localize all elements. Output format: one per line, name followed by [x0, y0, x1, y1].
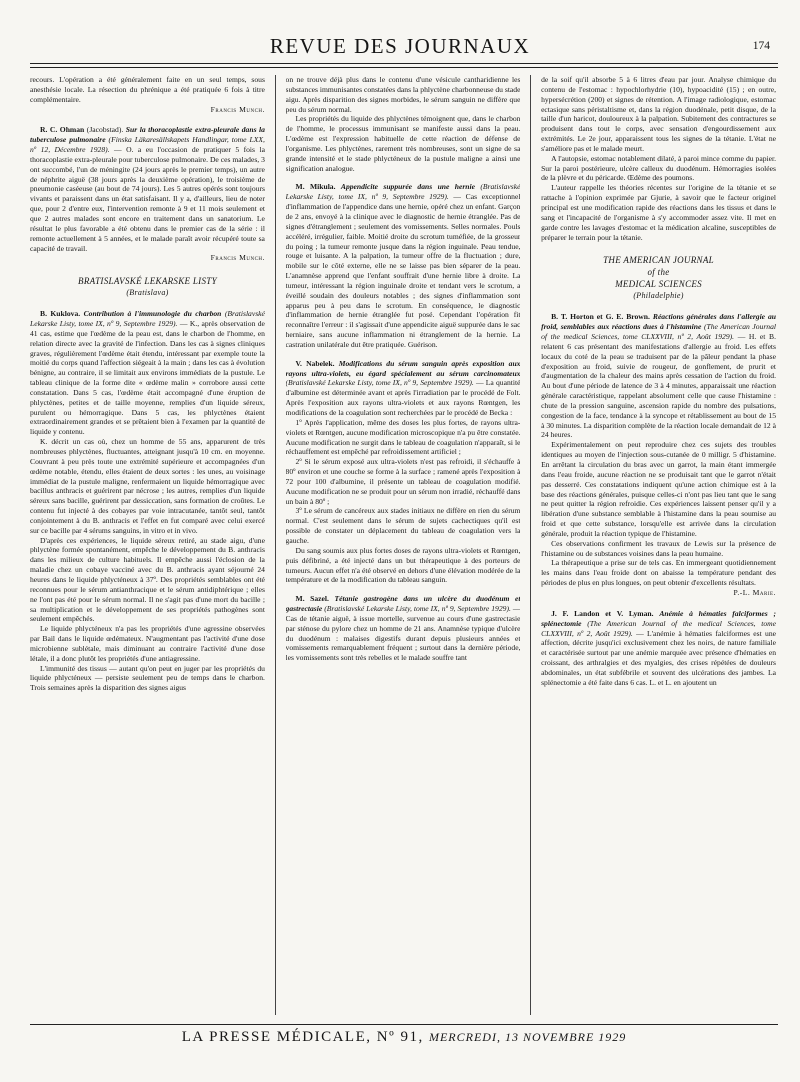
article-source: (The American Journal of the medical Sciences, tome CLXXVIII, nº 2, Août 1929).: [541, 322, 776, 342]
article-source: (Bratislavské Lekarske Listy, tome IX, nº 9, Septembre 1929).: [322, 604, 511, 614]
article-source: (Bratislavské Lekarske Listy, tome IX, nº 9, Septembre 1929).: [30, 309, 265, 329]
article-body: — Cas de tétanie aiguë, à issue mortelle, survenue au cours d'une gastrectasie par sténose du pylore chez un homme de 21 ans. Anamnèse typique d'ulcère du duodénum : malaises digestifs durant depuis plusieurs années et vomissements remarquablement fréquent ; surtout dans la dernière période, les vomissements sont très rebelles et le malade souffre tant: [285, 604, 521, 663]
journal-name: THE AMERICAN JOURNAL: [603, 255, 714, 266]
header-rule: [30, 63, 778, 64]
signature: Francis Munch.: [210, 104, 265, 114]
article-author: M. Mikula.: [295, 182, 336, 192]
article-title: Modifications du sérum sanguin après exposition aux rayons ultra-violets, eu égard spécialement au sérum carcinomateux: [285, 358, 521, 378]
article-body: — H. et B. relatent 6 cas présentant des manifestations d'allergie au froid. Les effets locaux du coté de la peau se traduisent par de la pâleur pendant la phase d'exposition au froid, suivie de rougeur, de gonflement, de prurit et d'augmentation de la chaleur des mains après cessation de l'action du froid. Au bout d'une période de latence de 3 à 4 minutes, apparaissait une réaction générale caractéristique, rappelant absolument celle que cause l'histamine : chute de la pression sanguine, ascension rapide du nombre des pulsations, congestion de la face, tendance à la syncope et rétablissement au bout de 15 à 30 minutes. La disparition complète de la réaction locale demandait de 12 à 24 heures.: [541, 332, 776, 440]
article-horton-brown: [541, 312, 776, 440]
paragraph: L'immunité des tissus — autant qu'on peut en juger par les propriétés du liquide phlycténeux — persiste seulement peu de temps dans le charbon. Trois semaines après la disparition des signes aigus: [30, 663, 265, 693]
article-title: Sur la thoracoplastie extra-pleurale dans la tuberculose pulmonaire: [30, 125, 265, 145]
article-landon-lyman: [541, 609, 776, 688]
footer-date: MERCREDI, 13 NOVEMBRE 1929: [428, 1030, 627, 1044]
article-author: R. C. Ohman: [40, 125, 85, 135]
list-item: 2º Si le sérum exposé aux ultra-violets n'est pas refroidi, il s'échauffe à 80º environ et une couche se forme à la surface ; ramené après l'exposition à 72 pour 100 d'albumine, il présente un tableau de coagulation modifié. Aucune modification ne se produit pour un sérum non irradié, réchauffé dans un bain à 80º ;: [285, 457, 521, 506]
article-title: Tétanie gastrogène dans un ulcère du duodénum et gastrectasie: [285, 594, 521, 614]
paragraph: A l'autopsie, estomac notablement dilaté, à paroi mince comme du papier. Sur la paroi postérieure, ulcère calleux du duodénum. Hémorragies isolées de la plèvre et du péricarde. Œdème des poumons.: [541, 153, 776, 183]
article-title: Anémie à hématies falciformes ; splénectomie: [541, 608, 776, 628]
header-rule-thin: [30, 67, 778, 68]
article-mikula: [286, 182, 521, 349]
list-item: 1º Après l'application, même des doses les plus fortes, de rayons ultra-violets et Rœntgen, aucune modification microscopique n'a pu être constatée. Aucune modification ne surgit dans le tableau de coagulation n'apparaît, si le réchauffement est empêché par refroidissement artificiel ;: [285, 417, 521, 457]
signature: Francis Munch.: [210, 253, 265, 263]
article-author: V. Nabelek.: [295, 358, 335, 368]
article-author: J. F. Landon et V. Lyman.: [551, 608, 654, 618]
article-body: — La quantité d'albumine est déterminée avant et après l'irradiation par le procédé de Folt. Après l'exposition aux rayons ultra-violets et aux rayons Rœntgen, les modifications de la coagulation sont recherchées par le procédé de Becka :: [285, 378, 521, 417]
paragraph: Ces observations confirment les travaux de Lewis sur la présence de l'histamine ou de substances voisines dans la peau humaine.: [541, 538, 776, 558]
article-author: B. T. Horton et G. E. Brown.: [551, 312, 650, 322]
article-source: (Bratislavské Lekarske Listy, tome IX, nº 9, Septembre 1929).: [285, 378, 474, 388]
article-ohman: [30, 125, 265, 253]
paragraph: Du sang soumis aux plus fortes doses de rayons ultra-violets et Rœntgen, puis défibriné, a été injecté dans un but thérapeutique à des porteurs de tumeurs. Aucun effet n'a été observé en dehors d'une élévation modérée de la température et de la modification du tableau sanguin.: [285, 545, 521, 585]
article-title: Réactions générales dans l'allergie au froid, semblables aux réactions dues à l'histamine: [541, 312, 776, 332]
article-author: M. Sazel.: [295, 594, 329, 604]
paragraph: Expérimentalement on peut reproduire chez ces sujets des troubles identiques au moyen de l'injection sous-cutanée de 0 milligr. 5 d'histamine. En arrêtant la circulation du bras avec un garrot, la main étant immergée dans l'eau froide, aucune réaction ne se produisait tant que le garrot n'était pas desserré. Ces constatations indiquent qu'une action chimique est à la base des réactions générales, puisque celles-ci n'ont pas lieu tant que le sang ne peut quitter la région refroidie. Ces expériences laissent penser qu'il y a libération d'une substance semblable à l'histamine dans la peau soumise au froid et que cette substance, lorsqu'elle est arrivée dans la circulation générale, produit la réaction typique de l'histamine.: [541, 440, 776, 538]
paragraph: D'après ces expériences, le liquide séreux retiré, au stade aigu, d'une phlyctène formée spontanément, empêche le développement du B. anthracis dans les milieux de culture habituels. Il empêche aussi l'éclosion de la maladie chez un cobaye vacciné avec du B. anthracis ayant séjourné 24 heures dans le liquide phlycténeux à 37º. Des propriétés semblables ont été reconnues pour le sérum antianthracique et le sérum antidiphtérique ; elles ne l'ont pas été pour le sérum normal. Il ne s'agit pas d'une mort du bacille ; sa multiplication et le développement de ses propriétés pathogènes sont seulement empêchés.: [30, 535, 265, 624]
article-kuklova: [30, 309, 265, 437]
journal-heading: [30, 275, 265, 299]
article-body: — K., après observation de 41 cas, estime que l'œdème de la peau est, dans le charbon de l'homme, en relation directe avec la gravité de l'infection. Dans les cas à signes cliniques graves, régulièrement l'œdème était étendu, intéressant par exemple toute la moitié du corps quand l'affection siégeait à la main ; dans les cas à évolution bénigne, au contraire, il se limitait aux environs immédiats de la pustule. Le tableau clinique de la forme dite « œdème malin » corrobore aussi cette constatation. Dans 5 cas, l'œdème était accompagné d'une éruption de phlyctènes, petites et de taille moyenne, remplies d'un liquide séreux, purulent ou hémorragique. Dans 5 cas, les phlyctènes étaient extraordinairement grandes et se prêtaient bien à l'examen par la quantité de liquide y contenu.: [30, 319, 265, 437]
paragraph: Les propriétés du liquide des phlyctènes témoignent que, dans le charbon de l'homme, le processus immunisant se manifeste aussi dans la peau. L'œdème est l'expression habituelle de cette réaction de défense de l'organisme. Les phlyctènes, rarement très nombreuses, sont un signe de sa grande intensité et le stade phlycténeux de la pustule maligne a ainsi une signification analogue.: [285, 114, 521, 173]
article-body: — L'anémie à hématies falciformes est une affection, décrite jusqu'ici exclusivement chez les noirs, de nature familiale et caractérisée surtout par une anémie marquée avec présence d'hématies en croissant, des arthralgies et des myalgies, des crises répétées de douleurs abdominales, un état subfébrile et souvent des ulcérations des jambes. La splénectomie a été faite dans 6 cas. L. et L. en ajoutent un: [541, 628, 776, 687]
article-body: — Cas exceptionnel d'inflammation de l'appendice dans une hernie, opéré chez un enfant. Garçon de 2 ans, envoyé à la clinique avec le diagnostic de hernie étranglée. Pas de signes d'étranglement ; seulement des vomissements. Selles normales. Pouls accéléré, irrégulier, faible. Moitié droite du scrotum tuméfiée, de la grosseur du poing ; la tumeur remonte jusque dans la région inguinale. Peau tendue, rouge et luisante. A la palpation, la tumeur offre de la fluctuation ; dure, mobile sur le côté externe, elle ne se laisse pas bien séparer de la peau. L'anamnèse apprend que l'enfant souffrait d'une hernie libre à droite. La tumeur, intéressant la région inguinale droite et tendant vers le scrotum, a éveillé soudain des douleurs notables ; des signes d'inflammation sont apparus peu à peu dans le scrotum. En conséquence, le diagnostic d'inflammation de hernie étranglée fut posé. Cependant l'opération fit reconnaître l'erreur : il s'agissait d'une appendicite aiguë suppurée dans le sac herniaire, sans aucune inflammation ni étranglement de la hernie. La castration unilatérale dut être pratiquée. Guérison.: [285, 192, 521, 349]
journal-name: MEDICAL SCIENCES: [615, 279, 702, 290]
article-source: (Bratislavské Lekarske Listy, tome IX, nº 9, Septembre 1929).: [285, 182, 521, 202]
paragraph: on ne trouve déjà plus dans le contenu d'une vésicule cantharidienne les substances immunisantes constatées dans la phlyctène charbonneuse du stade aigu. Après disparition des signes morbides, le sérum sanguin ne diffère que peu du sérum normal.: [285, 75, 521, 114]
journal-city: (Bratislava): [126, 288, 169, 298]
page-number: 174: [752, 40, 770, 52]
running-title: REVUE DES JOURNAUX: [269, 34, 531, 58]
article-source: (Finska Läkaresällskapets Handlingar, tome LXX, nº 12, Décembre 1928).: [30, 135, 265, 155]
journal-name: BRATISLAVSKÉ LEKARSKE LISTY: [78, 276, 217, 287]
author-affiliation: (Jacobstad).: [84, 125, 126, 135]
paragraph: La thérapeutique a prise sur de tels cas. En immergeant quotidiennement les mains dans l'eau froide dont on abaisse la température pendant des périodes de plus en plus longues, on peut obtenir d'excellents résultats.: [541, 558, 776, 588]
signature: P.-L. Marie.: [733, 587, 776, 597]
article-body: — O. a eu l'occasion de pratiquer 5 fois la thoracoplastie extra-pleurale pour tuberculose pulmonaire. De ces malades, 3 ont succombé, l'un de méningite (24 jours après le premier temps), un autre de néphrite aiguë (38 jours après la deuxième opération), le troisième de pneumonie caséeuse (au bout de 74 jours). Les 5 autres opérés sont toujours vivants et paraissent dans un état satisfaisant. Il y a, d'ailleurs, lieu de noter que, pour 2 d'entre eux, l'intervention remonte à 9 et 11 mois seulement et que 2 autres malades sont encore en traitement dans un sanatorium. Le résultat le plus favorable a été obtenu dans le premier cas de la série : il remonte actuellement à 5 années, et le malade paraît avoir récupéré toute sa capacité de travail.: [30, 145, 265, 253]
column-divider: [275, 75, 276, 1015]
column-3: [541, 75, 776, 1015]
paragraph: recours. L'opération a été généralement faite en un seul temps, sous anesthésie locale. La résection du phrénique a été pratiquée 6 fois à titre complémentaire.: [30, 75, 265, 104]
paragraph: K. décrit un cas où, chez un homme de 55 ans, apparurent de très nombreuses phlyctènes, fluctuantes, atteignant jusqu'à 10 cm. en moyenne. Couvrant à peu près toute une extrémité supérieure et accompagnées d'un œdème notable, étendu, elles étaient de deux sortes : les unes, au voisinage immédiat de la pustule maligne, renfermaient un liquide hémorragique avec bacillus anthracis et guérirent par nécrose ; les autres, remplies d'un liquide séreux sans bacille, guérirent par dessiccation, sans formation de croûtes. Le contenu fut injecté à des cobayes par voie intracutanée, tantôt seul, tantôt conjointement à du B. anthracis et l'effet en fut comparé avec celui exercé sur ce bacille par 4 sérums sanguins, in vitro et in vivo.: [30, 437, 265, 535]
journal-heading: [541, 254, 776, 302]
journal-name-of: of the: [647, 267, 670, 278]
article-title: Contribution à l'immunologie du charbon: [83, 309, 222, 319]
page-footer: [30, 1024, 778, 1055]
column-2: [286, 75, 521, 1015]
article-sazel: [286, 594, 521, 663]
text-columns: [30, 75, 776, 1015]
paragraph: Le liquide phlycténeux n'a pas les propriétés d'une agressine observées par Bail dans le liquide œdémateux. N'augmentant pas l'activité d'une dose microbienne sublétale, mais diminuant au contraire l'activité d'une dose létale, il a donc plutôt les propriétés d'une antiagressine.: [30, 624, 265, 663]
article-title: Appendicite suppurée dans une hernie: [340, 182, 476, 192]
journal-city: (Philadelphie): [633, 291, 684, 301]
article-author: B. Kuklova.: [40, 309, 81, 319]
page-header: [20, 34, 780, 60]
article-nabelek: [286, 359, 521, 418]
paragraph: L'auteur rappelle les théories récentes sur l'origine de la tétanie et se rattache à l'opinion exprimée par Gjurie, à savoir que le facteur originel principal est une modification rapide des réactions dans les tissus et dans le sang et l'incapacité de l'organisme à s'y accommoder assez vite. Il met en garde contre les lavages d'estomac et la médication alcaline, susceptibles de préparer le terrain pour la tétanie.: [541, 183, 776, 242]
footer-line: [30, 1029, 778, 1046]
column-divider: [530, 75, 531, 1015]
paragraph: de la soif qu'il absorbe 5 à 6 litres d'eau par jour. Analyse chimique du contenu de l'estomac : hypochlorhydrie (10), hypoacidité (15) ; en outre, hypersécrétion (200) et signes de rétention. A l'image radiologique, estomac ectasique sans péristaltisme et, dans la région duodénale, petit disque, de la taille d'un haricot, douloureux à la palpation. Subitement des contractures se produisent dans tout le corps, avec sensation d'engourdissement aux extrémités. Le 2e jour, apparaissent tous les signes de la tétanie. L'état ne s'améliore pas et le malade meurt.: [541, 75, 776, 153]
footer-journal: LA PRESSE MÉDICALE, Nº 91,: [181, 1029, 424, 1045]
column-1: [30, 75, 265, 1015]
article-source: (The American Journal of the medical Sciences, tome CLXXVIII, nº 2, Août 1929).: [541, 618, 776, 638]
list-item: 3º Le sérum de cancéreux aux stades initiaux ne diffère en rien du sérum normal. C'est seulement dans le sérum de sujets cachectiques qu'il est possible de constater un déplacement du tableau de coagulation vers la gauche.: [285, 506, 521, 545]
